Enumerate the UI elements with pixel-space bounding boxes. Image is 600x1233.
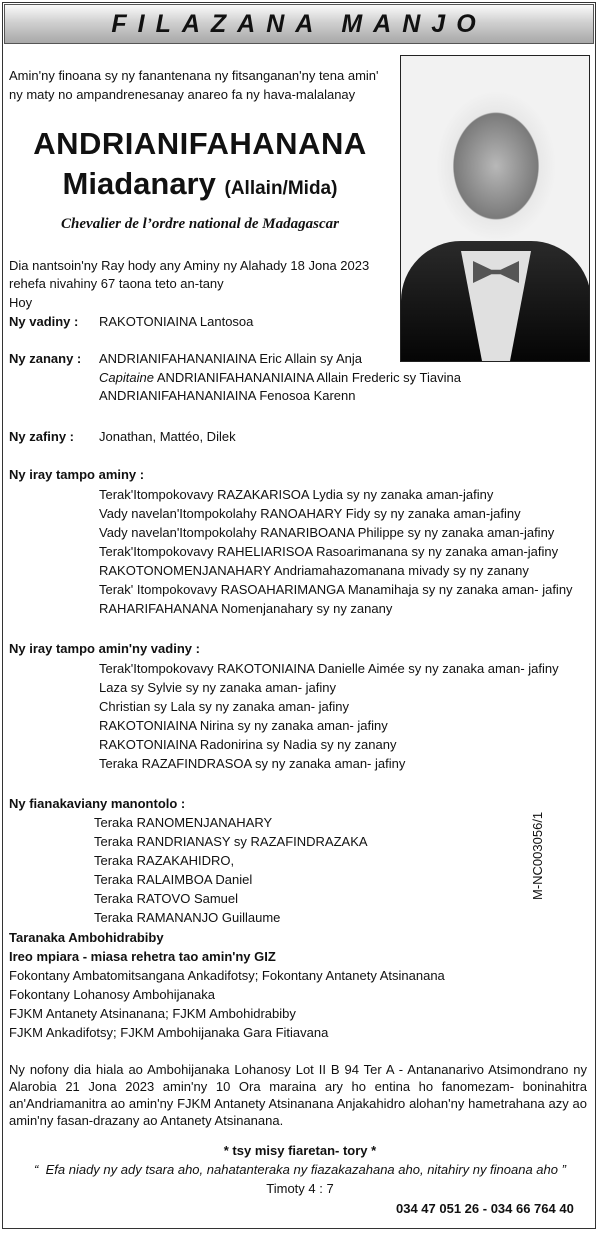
deceased-surname: ANDRIANIFAHANANA (33, 126, 367, 161)
spouse-label: Ny vadiny : (9, 314, 79, 329)
quote-close: ” (561, 1162, 566, 1177)
children-label: Ny zanany : (9, 351, 82, 366)
list-item: Laza sy Sylvie sy ny zanaka aman- jafiny (99, 680, 336, 695)
header-title: FILAZANA MANJO (4, 4, 594, 44)
reference-code: M-NC003056/1 (530, 811, 545, 900)
intro-line-1: Amin'ny finoana sy ny fanantenana ny fitsanganan'ny tena amin' (9, 68, 379, 83)
list-item: Christian sy Lala sy ny zanaka aman- jafiny (99, 699, 350, 714)
deceased-given-name (0, 166, 400, 207)
spouse-name: RAKOTONIAINA Lantosoa (99, 314, 254, 329)
funeral-text: Ny nofony dia hiala ao Ambohijanaka Lohanosy Lot II B 94 Ter A - Antananarivo Atsimondrano ny Alarobia 21 Jona 2023 amin'ny 10 Ora maraina ary ho entina ho fanomezam- boninahitra an'Andriamanitra ao amin'ny FJKM Antanety Atsinanana Anjakahidro alohan'ny hametrahana azy ao amin'ny fasan-drazany ao Antanety Atsinanana. (9, 1062, 587, 1128)
relatives-extra: Taranaka Ambohidrabiby (9, 930, 164, 945)
quote-text: Efa niady ny ady tsara aho, nahatanteraka ny fiazakazahana aho, nitahiry ny finoana aho (45, 1162, 559, 1177)
death-line-3: Hoy (9, 295, 33, 310)
list-item: Teraka RALAIMBOA Daniel (94, 872, 253, 887)
contact-phones: 034 47 051 26 - 034 66 764 40 (396, 1201, 574, 1216)
grandchildren-label: Ny zafiny : (9, 429, 75, 444)
list-item: Vady navelan'Itompokolahy RANARIBOANA Philippe sy ny zanaka aman-jafiny (99, 525, 555, 540)
children-line-2 (99, 369, 461, 386)
list-item: Teraka RANDRIANASY sy RAZAFINDRAZAKA (94, 834, 368, 849)
deceased-given: Miadanary (62, 166, 216, 201)
list-item: Terak'Itompokovavy RAKOTONIAINA Danielle Aimée sy ny zanaka aman- jafiny (99, 661, 559, 676)
bible-reference: Timoty 4 : 7 (266, 1181, 334, 1196)
children-title: Capitaine (99, 370, 154, 385)
list-item: FJKM Antanety Atsinanana; FJKM Ambohidrabiby (9, 1006, 296, 1021)
list-item: Terak' Itompokovavy RASOAHARIMANGA Manamihaja sy ny zanaka aman- jafiny (99, 582, 573, 597)
list-item: RAKOTONOMENJANAHARY Andriamahazomanana mivady sy ny zanany (99, 563, 529, 578)
grandchildren-names: Jonathan, Mattéo, Dilek (99, 429, 236, 444)
list-item: RAHARIFAHANANA Nomenjanahary sy ny zanany (99, 601, 393, 616)
list-item: Teraka RAZAKAHIDRO, (94, 853, 235, 868)
relatives-label: Ny fianakaviany manontolo : (9, 796, 186, 811)
deceased-nickname: (Allain/Mida) (224, 178, 338, 199)
list-item: Vady navelan'Itompokolahy RANOAHARY Fidy sy ny zanaka aman-jafiny (99, 506, 521, 521)
list-item: FJKM Ankadifotsy; FJKM Ambohijanaka Gara Fitiavana (9, 1025, 329, 1040)
children-name-2: ANDRIANIFAHANANIAINA Allain Frederic sy Tiavina (153, 370, 461, 385)
list-item: Terak'Itompokovavy RAHELIARISOA Rasoarimanana sy ny zanaka aman-jafiny (99, 544, 559, 559)
deceased-honor: Chevalier de l’ordre national de Madagascar (61, 216, 339, 232)
colleagues-label: Ireo mpiara - miasa rehetra tao amin'ny GIZ (9, 949, 276, 964)
list-item: Terak'Itompokovavy RAZAKARISOA Lydia sy ny zanaka aman-jafiny (99, 487, 494, 502)
death-line-2: rehefa nivahiny 67 taona teto an-tany (9, 276, 224, 291)
list-item: Fokontany Lohanosy Ambohijanaka (9, 987, 215, 1002)
children-line-1: ANDRIANIFAHANANIAINA Eric Allain sy Anja (99, 351, 362, 366)
quote-open: “ (34, 1162, 39, 1177)
death-line-1: Dia nantsoin'ny Ray hody any Aminy ny Alahady 18 Jona 2023 (9, 258, 370, 273)
no-flowers-note: * tsy misy fiaretan- tory * (223, 1143, 377, 1158)
siblings-label: Ny iray tampo aminy : (9, 467, 145, 482)
intro-line-2: ny maty no ampandrenesanay anareo fa ny hava-malalanay (9, 87, 356, 102)
children-line-3: ANDRIANIFAHANANIAINA Fenosoa Karenn (99, 388, 356, 403)
list-item: Teraka RAMANANJO Guillaume (94, 910, 281, 925)
list-item: Teraka RANOMENJANAHARY (94, 815, 273, 830)
list-item: RAKOTONIAINA Nirina sy ny zanaka aman- jafiny (99, 718, 388, 733)
bible-quote (0, 1161, 600, 1178)
list-item: Teraka RAZAFINDRASOA sy ny zanaka aman- jafiny (99, 756, 406, 771)
deceased-portrait (400, 55, 590, 362)
list-item: Teraka RATOVO Samuel (94, 891, 239, 906)
spouse-siblings-label: Ny iray tampo amin'ny vadiny : (9, 641, 200, 656)
list-item: Fokontany Ambatomitsangana Ankadifotsy; Fokontany Antanety Atsinanana (9, 968, 445, 983)
list-item: RAKOTONIAINA Radonirina sy Nadia sy ny zanany (99, 737, 397, 752)
